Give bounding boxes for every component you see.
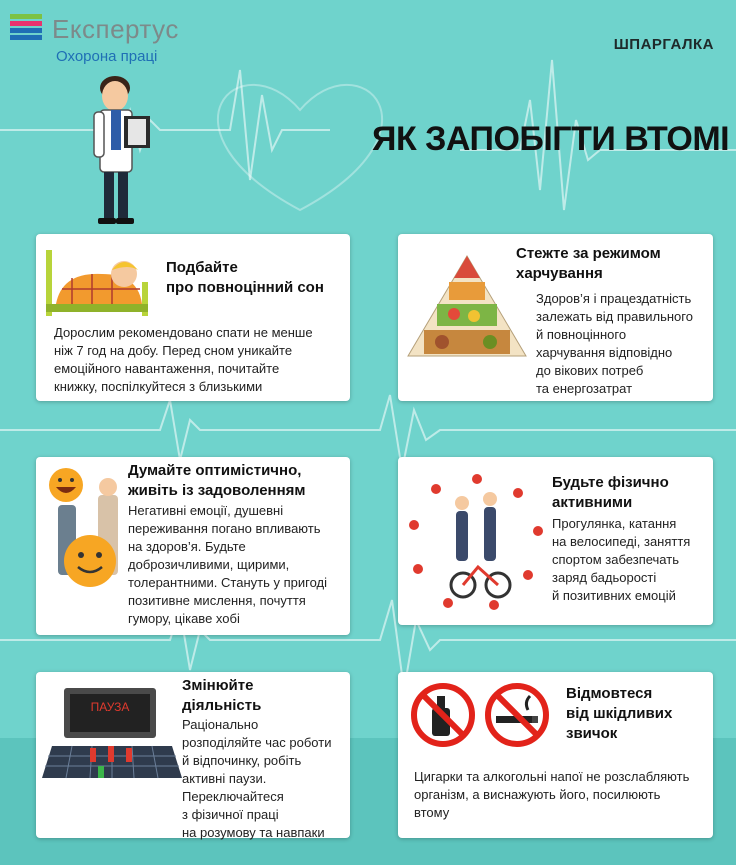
logo-bars-icon (10, 14, 42, 40)
card-text (54, 324, 313, 396)
card-text-line: та енергозатрат (536, 381, 633, 396)
card-text-line: активні паузи. (182, 771, 267, 786)
card-title-line: Стежте за режимом (516, 245, 661, 262)
food-pyramid-icon (404, 252, 530, 362)
card-text-line: книжку, поспілкуйтеся з близькими (54, 379, 263, 394)
no-alcohol-icon (410, 682, 476, 748)
card-text (414, 768, 689, 822)
card-text (128, 502, 327, 628)
card-text-line: Прогулянка, катання (552, 516, 677, 531)
card-title (516, 244, 661, 284)
card-text-line: харчування відповідно (536, 345, 673, 360)
card-text-line: втому (414, 805, 450, 820)
card-text-line: й відпочинку, робіть (182, 753, 302, 768)
card-title (182, 676, 261, 716)
card-title-line: харчування (516, 265, 603, 282)
card-text-line: Негативні емоції, душевні (128, 503, 284, 518)
card-text-line: й повноцінного (536, 327, 627, 342)
card-title (166, 258, 324, 298)
card-text-line: розподіляйте час роботи (182, 735, 332, 750)
card-text-line: емоційного навантаження, почитайте (54, 361, 280, 376)
card-nutrition (398, 234, 713, 401)
card-text-line: Переключайтеся (182, 789, 284, 804)
card-bad-habits (398, 672, 713, 838)
card-text-line: Дорослим рекомендовано спати не менше (54, 325, 313, 340)
card-text-line: доброзичливими, щирими, (128, 557, 290, 572)
card-text-line: гумору, цікаве хобі (128, 611, 240, 626)
card-change-activity (36, 672, 350, 838)
card-text-line: позитивне мислення, почуття (128, 593, 306, 608)
card-optimism (36, 457, 350, 635)
card-text (536, 290, 693, 398)
card-title-line: звичок (566, 725, 618, 742)
card-title (552, 473, 669, 513)
card-text-line: й позитивних емоцій (552, 588, 676, 603)
sleeping-child-icon (42, 244, 154, 324)
card-text-line: з фізичної праці (182, 807, 279, 822)
card-title-line: активними (552, 494, 633, 511)
sports-circle-icon (408, 471, 546, 613)
card-activity (398, 457, 713, 625)
card-text-line: до вікових потреб (536, 363, 644, 378)
card-text-line: Цигарки та алкогольні напої не розслабляють (414, 769, 690, 784)
card-title (128, 461, 306, 501)
card-text-line: заряд бадьорості (552, 570, 657, 585)
doctor-illustration-icon (80, 72, 170, 232)
card-title-line: Думайте оптимістично, (128, 462, 302, 479)
logo-bar-blue (10, 28, 42, 33)
card-title-line: Подбайте (166, 259, 238, 276)
logo-subtitle: Охорона праці (56, 48, 158, 65)
card-title-line: Будьте фізично (552, 474, 669, 491)
card-text-line: Раціонально (182, 717, 259, 732)
card-text (182, 716, 331, 842)
card-title-line: діяльність (182, 697, 262, 714)
card-text-line: толерантними. Стануть у пригоді (128, 575, 327, 590)
card-title (566, 684, 672, 744)
card-title-line: живіть із задоволенням (128, 482, 306, 499)
card-text-line: на здоров’я. Будьте (128, 539, 246, 554)
card-title-line: про повноцінний сон (166, 279, 324, 296)
card-text-line: Здоров’я і працездатність (536, 291, 692, 306)
logo-name: Експертус (52, 14, 179, 44)
smiley-people-icon (44, 465, 132, 593)
expertus-logo (10, 14, 179, 65)
screen-pause-label: ПАУЗА (90, 700, 130, 714)
no-smoking-icon (484, 682, 550, 748)
card-text-line: ніж 7 год на добу. Перед сном уникайте (54, 343, 293, 358)
card-text-line: організм, а виснажують його, посилюють (414, 787, 661, 802)
card-text (552, 515, 690, 605)
card-sleep (36, 234, 350, 401)
logo-bar-green (10, 14, 42, 19)
card-text-line: спортом забезпечать (552, 552, 679, 567)
logo-bar-blue-2 (10, 35, 42, 40)
card-title-line: Змінюйте (182, 677, 254, 694)
page-tag: ШПАРГАЛКА (613, 36, 714, 53)
card-title-line: Відмовтеся (566, 685, 653, 702)
card-text-line: переживання погано впливають (128, 521, 321, 536)
card-text-line: на велосипеді, заняття (552, 534, 691, 549)
card-text-line: залежать від правильного (536, 309, 693, 324)
page-title: ЯК ЗАПОБІГТИ ВТОМІ (372, 120, 730, 158)
card-title-line: від шкідливих (566, 705, 673, 722)
card-text-line: на розумову та навпаки (182, 825, 325, 840)
logo-bar-pink (10, 21, 42, 26)
